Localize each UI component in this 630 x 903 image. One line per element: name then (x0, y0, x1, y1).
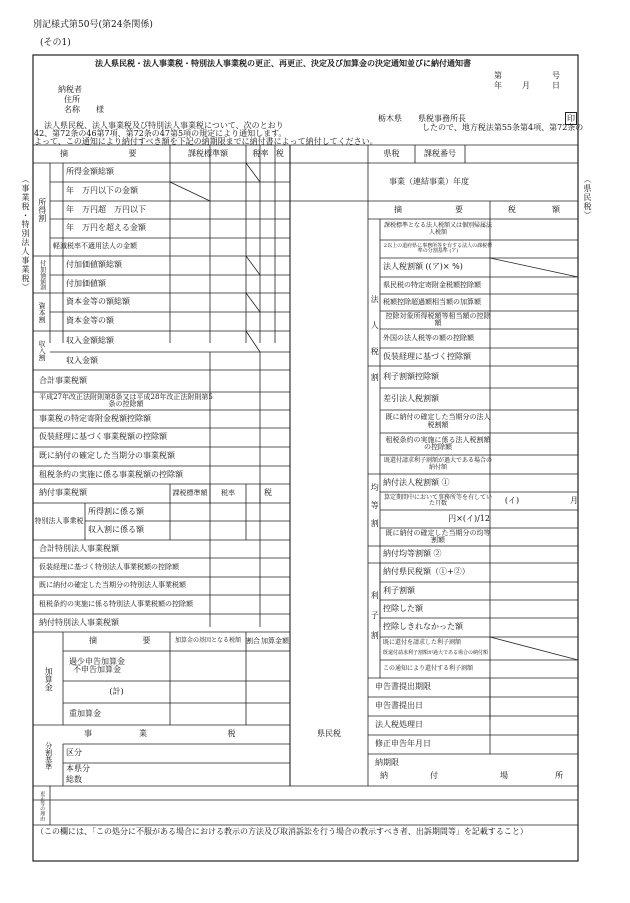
address-label: 住所 (64, 95, 80, 104)
payment-place-3: 場 (500, 771, 508, 780)
surcharge-group-label: 加算金 (44, 666, 54, 691)
surcharge-head-amount: 加算金額 (261, 636, 289, 645)
special-head-rate: 税率 (221, 488, 235, 497)
corp-group-label: 法人税割 (370, 294, 380, 399)
payment-place-2: 付 (430, 771, 438, 780)
surcharge-row: 重加算金 (69, 708, 101, 718)
notice-line-1: 法人県民税、法人事業税及び特別法人事業税について、次のとおり (44, 121, 284, 130)
equal-row: 円×(イ)/12 (448, 513, 490, 523)
special-summary-row: 合計特別法人事業税額 (39, 543, 119, 553)
left-head-summary-1: 摘 (60, 148, 68, 158)
interest-row: 控除しきれなかった額 (383, 622, 463, 632)
interest-row: 利子割額 (383, 585, 415, 595)
right-head-pref: 県税 (383, 148, 400, 158)
date-month: 月 (522, 81, 530, 90)
right-side-label: （県民税） (583, 175, 592, 220)
left-head-summary-2: 要 (128, 148, 137, 158)
left-head-rate: 税率 (252, 148, 269, 158)
biz-summary-row: 納付事業税額 (39, 488, 87, 498)
surcharge-head-1: 摘 (89, 636, 97, 646)
income-row: 年 万円以下の金額 (66, 186, 138, 196)
value-row: 付加価値額総額 (66, 260, 122, 270)
special-row: 所得割に係る額 (88, 506, 144, 516)
interest-group-label: 利子割 (370, 590, 380, 651)
taxpayer-label: 納税者 (58, 85, 82, 94)
office-name: 栃木県 県税事務所長 (378, 114, 466, 123)
interest-row: 控除した額 (383, 603, 423, 613)
surcharge-head-2: 要 (142, 636, 151, 646)
right-col-3: 税 (508, 204, 516, 214)
corp-row: 利子割額控除額 (383, 371, 439, 381)
special-summary-row: 租税条約の実施に係る特別法人事業税額の控除額 (39, 599, 193, 608)
date-year: 年 (494, 81, 502, 90)
left-head-base: 課税標準額 (188, 148, 228, 158)
name-label: 名称 (64, 105, 80, 114)
document-title: 法人県民税・法人事業税・特別法人事業税の更正、再更正、決定及び加算金の決定通知並びに納付通知書 (95, 58, 471, 68)
corp-row: 課税標準となる法人税額又は個別帰属法人税額 (383, 222, 492, 236)
division-head-3: 税 (227, 729, 236, 739)
pref-total-row: 納付県民税額（①+②） (383, 567, 470, 577)
division-head-pref: 県民税 (317, 729, 341, 739)
form-part: (その1) (40, 38, 71, 48)
special-row: 収入割に係る額 (88, 525, 144, 535)
date-day: 日 (552, 81, 560, 90)
info-row: 申告書提出期限 (375, 682, 431, 692)
equal-months-label: (イ) (504, 495, 520, 505)
info-row: 申告書提出日 (375, 701, 423, 711)
corp-row: 控除対象所得税額等相当額の控除額 (385, 311, 491, 327)
special-group-label: 特別法人事業税 (34, 516, 84, 525)
right-col-4: 額 (552, 204, 560, 214)
payment-place-1: 納 (380, 771, 388, 780)
revenue-row: 収入金額 (66, 355, 98, 365)
surcharge-head-rate: 割合 (246, 636, 260, 645)
revenue-group-label: 収入割 (38, 340, 47, 361)
corp-row: 納付法人税割額 ① (383, 477, 450, 487)
division-row: 本県分 (66, 763, 90, 773)
corp-row: 仮装経理に基づく控除額 (383, 351, 471, 361)
notice-line-right: したので、地方税法第55条第4項、第72条の (422, 123, 584, 132)
special-summary-row: 仮装経理に基づく特別法人事業税額の控除額 (39, 562, 179, 571)
interest-row: 既に還付を請求した利子割額 (383, 638, 462, 646)
value-group-label: 付加価値割 (38, 259, 46, 290)
division-group-label: 分割基準 (44, 741, 53, 770)
special-summary-row: 既に納付の確定した当期分の特別法人事業税額 (39, 581, 186, 590)
special-summary-row: 納付特別法人事業税額 (39, 617, 119, 627)
biz-summary-row: 事業税の特定寄附金税額控除額 (39, 413, 151, 423)
value-row: 付加価値額 (66, 278, 106, 288)
footer-note: （この欄には、「この処分に不服がある場合における教示の方法及び取消訴訟を行う場合の教示すべき者、出訴期間等」を記載すること） (36, 827, 528, 836)
division-row: 総数 (66, 775, 82, 785)
corp-row: 税額控除超過額相当額の加算額 (383, 297, 481, 306)
form-name: 別記様式第50号(第24条関係) (33, 20, 153, 30)
right-head-number: 課税番号 (424, 148, 456, 158)
capital-row: 資本金等の額 (66, 316, 114, 326)
number-suffix: 号 (552, 71, 560, 80)
biz-summary-row: 既に納付の確定した当期分の事業税額 (39, 451, 175, 461)
info-row: 修正申告年月日 (375, 739, 431, 749)
info-row: 納期限 (375, 758, 399, 768)
number-prefix: 第 (494, 71, 502, 80)
left-head-tax: 税 (276, 148, 284, 158)
reason-label: 更正等の理由 (39, 790, 46, 821)
division-head-2: 業 (139, 729, 147, 739)
corp-row: 既還付請求利子割額が過大である場合の納付額 (383, 457, 492, 471)
equal-row: 既に納付の確定した当期分の均等割額 (385, 528, 491, 544)
revenue-row: 収入金額総額 (66, 336, 114, 346)
info-row: 法人税処理日 (375, 720, 423, 730)
left-side-label: （事業税・特別法人事業税） (21, 175, 30, 292)
surcharge-row: (計) (109, 686, 124, 696)
honorific-label: 様 (96, 105, 104, 114)
equal-row: 算定期間中において事務所等を有していた月数 (383, 493, 492, 507)
income-group-label: 所得割 (37, 197, 47, 222)
surcharge-row: 過少申告加算金 不申告加算金 (69, 656, 125, 674)
equal-group-label: 均等割 (370, 483, 380, 537)
corp-row: 外国の法人税等の額の控除額 (383, 333, 474, 342)
right-col-2: 要 (455, 204, 463, 214)
biz-summary-row: 平成27年改正法附則第8条又は平成28年改正法附則第5条の控除額 (39, 392, 213, 408)
surcharge-head-base: 加算金の基因となる税額 (174, 637, 241, 645)
seal-icon: 印 (567, 114, 575, 123)
corp-row: 既に納付の確定した当期分の法人税割額 (385, 413, 491, 429)
capital-group-label: 資本割 (38, 301, 47, 323)
biz-summary-row: 租税条約の実施に係る事業税額の控除額 (39, 469, 183, 479)
division-head-1: 事 (84, 729, 92, 739)
corp-row: 租税条約の実施に係る法人税割額の控除額 (385, 435, 491, 451)
corp-row: 法人税割額 ((ア)× %) (383, 262, 463, 272)
interest-row: この通知により還付する利子割額 (383, 664, 474, 672)
income-row: 年 万円を超える金額 (66, 223, 146, 233)
income-row: 軽減税率不適用法人の金額 (53, 242, 137, 251)
special-head-base: 課税標準額 (172, 488, 208, 497)
biz-summary-row: 仮装経理に基づく事業税額の控除額 (39, 432, 167, 442)
interest-row: 既還付請求利子割額が過大である場合の納付額 (383, 650, 489, 657)
corp-row: 差引法人税割額 (383, 393, 439, 403)
corp-row: 2以上の道府県に事務所等を有する法人の課税標準の分割基準 (ア) (383, 242, 493, 254)
fiscal-year-label: 事業（連結事業）年度 (389, 176, 469, 186)
equal-row: 納付均等割額 ② (383, 549, 442, 559)
right-col-1: 摘 (394, 204, 402, 214)
special-head-tax: 税 (264, 488, 272, 498)
payment-place-4: 所 (555, 771, 563, 780)
corp-row: 県民税の特定寄附金税額控除額 (383, 280, 481, 289)
equal-months-unit: 月 (570, 495, 578, 505)
biz-summary-row: 合計事業税額 (39, 375, 87, 385)
capital-row: 資本金等の額総額 (66, 297, 130, 307)
notice-line-3: よって、この通知により納付すべき額を下記の納期限までに納付書によって納付してください。 (34, 137, 378, 146)
income-row: 年 万円超 万円以下 (66, 204, 146, 214)
income-row: 所得金額総額 (66, 167, 114, 177)
notice-line-2: 42、第72条の46第7項、第72条の47第5項の規定により通知します。 (34, 129, 287, 138)
division-row: 区分 (66, 748, 82, 758)
